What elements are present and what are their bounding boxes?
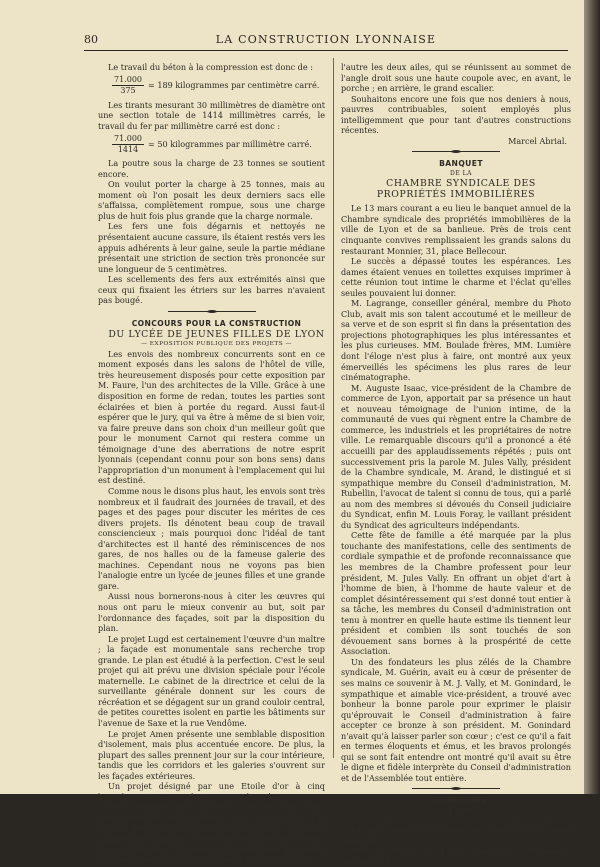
section-subtitle: CONSTRUCTION D'UN LYCÉE DE JEUNES FILLES (JURY) <box>361 816 561 823</box>
header-rule <box>84 50 568 51</box>
paragraph: Le 13 mars courant a eu lieu le banquet annuel de la Chambre syndicale des propriétés immobilières de la ville de Lyon et de sa banlieue. Près de trois cent cinquante convives remplissaient les grands salons du restaurant Monnier, 31, place Bellecour. <box>341 203 571 256</box>
paragraph: Comme nous le disons plus haut, les envois sont très nombreux et il faudrait des journées de travail, et des pages et des pages pour discuter les mérites de ces divers projets. Ils dénotent beau coup de travail consciencieux ; mais pourquoi donc l'idéal de tant d'architectes est il hanté des réminiscences de nos gares, de nos halles ou de la fameuse galerie des machines. Cependant nous ne voyons pas bien l'analogie entre un lycée de jeunes filles et une grande gare. <box>98 485 325 591</box>
section-place: LYON <box>449 806 473 816</box>
section-heading: CONCOURS <box>435 796 487 806</box>
formula-concrete <box>112 74 325 98</box>
fraction-denominator: 375 <box>120 86 136 96</box>
section-title: DU LYCÉE DE JEUNES FILLES DE LYON <box>108 328 325 340</box>
paragraph: Pour terminer, nous parlerons encore d'un projet très curieux et très novateur, c'est celui désigné par l'épigraphe A l'angle. De l'un des angles de l'immense quadrilatère proposé, l'auteur de ce projet fait le cœur de son bâtiment. Tout vient y aboutir. Deux immenses galeries à angle droit parcourent d'une extrémité à <box>98 802 325 866</box>
paragraph: M. Auguste Isaac, vice-président de la Chambre de commerce de Lyon, apportait par sa présence un haut et nouveau témoignage de l'union intime, de la communauté de vues qui règnent entre la Chambre de commerce, les industriels et les propriétaires de notre ville. Le remarquable discours qu'il a prononcé a été accueilli par des applaudissements répétés ; puis ont successivement pris la parole M. Jules Vally, président de la Chambre syndicale, M. Arand, le distingué et si sympathique membre du Conseil d'administration, M. Rubellin, l'avocat de talent si connu de tous, qui a parlé au nom des membres si dévoués du Conseil judiciaire du Syndicat, enfin M. Louis Foray, le vaillant président du Syndicat des agriculteurs indépendants. <box>341 382 571 530</box>
section-separator <box>412 788 500 789</box>
section-heading: CONCOURS POUR LA CONSTRUCTION <box>131 318 302 328</box>
fraction <box>112 75 144 96</box>
paragraph: On voulut porter la charge à 25 tonnes, mais au moment où l'on posait les deux derniers sacs elle s'affaissa, complètement rompue, sous une charge plus de huit fois plus grande que la charge normale. <box>98 179 325 221</box>
paragraph: Les scellements des fers aux extrémités ainsi que ceux qui fixaient les étriers sur les barres n'avaient pas bougé. <box>98 274 325 306</box>
paragraph: Un projet désigné par une Etoile d'or à cinq branches nous a aussi beaucoup intéressé. <box>98 781 325 802</box>
paragraph: Aussi nous bornerons-nous à citer les œuvres qui nous ont paru le mieux convenir au but, soit par l'ordonnance des façades, soit par la disposition du plan. <box>98 591 325 634</box>
formula-steel <box>112 132 325 156</box>
formula-result: = 189 kilogrammes par centimètre carré. <box>148 80 320 91</box>
paragraph: Le projet Amen présente une semblable disposition d'isolement, mais plus accentuée encore. De plus, la plupart des salles prennent jour sur la cour intérieure, tandis que les corridors et les galeries s'ouvrent sur les façades extérieures. <box>98 728 325 781</box>
section-heading: BANQUET <box>439 159 483 169</box>
section-subtitle: — EXPOSITION PUBLIQUE DES PROJETS — <box>141 340 292 347</box>
paragraph: Les envois des nombreux concurrents sont en ce moment exposés dans les salons de l'hôtel de ville, très heureusement disposés pour cette exposition par M. Faure, l'un des architectes de la Ville. Grâce à une disposition en forme de redan, toutes les parties sont éclairées et bien à portée du regard. Aussi faut-il espérer que le jury, qui va être à même de si bien voir, va faire preuve dans son choix d'un meilleur goût que pour le monument Carnot qui restera comme un témoignage d'une des aberrations de notre esprit lyonnais (cependant connu pour son bons sens) dans l'appropriation d'un monument à l'emplacement qui lui est destiné. <box>98 348 325 486</box>
paragraph: Les tirants mesurant 30 millimètres de diamètre ont une section totale de 1414 millimètres carrés, le travail du fer par millimètre carré est donc : <box>98 99 325 131</box>
fraction-numerator: 71.000 <box>114 75 142 85</box>
paragraph: M. Lagrange, conseiller général, membre du Photo Club, avait mis son talent accoutumé et le meilleur de sa verve et de son esprit si fin dans la présentation des projections photographiques les plus intéressantes et les plus curieuses. MM. Boulade frères, MM. Lumière dont l'éloge n'est plus à faire, ont montré aux yeux émerveillés les spécimens les plus rares de leur cinématographe. <box>341 298 571 383</box>
paragraph: Le succès a dépassé toutes les espérances. Les dames étaient venues en toilettes exquises imprimer à cette réunion tout intime le charme et l'éclat qu'elles seules pouvaient lui donner. <box>341 256 571 298</box>
section-title: CHAMBRE SYNDICALE DES PROPRIÉTÉS IMMOBILIÈRES <box>376 178 536 201</box>
journal-title: LA CONSTRUCTION LYONNAISE <box>215 33 437 46</box>
paragraph: Le jury chargé de juger ce concours est ainsi composé : <box>341 824 571 845</box>
section-separator <box>168 311 256 312</box>
paragraph: Souhaitons encore une fois que nos deniers à nous, pauvres contribuables, soient employés plus intelligemment que pour tant d'autres constructions récentes. <box>341 93 571 136</box>
section-separator <box>412 151 500 152</box>
left-column <box>98 62 325 866</box>
fraction-numerator: 71.000 <box>114 133 142 143</box>
section-connector: DE LA <box>450 170 472 178</box>
paragraph: Le projet Lugd est certainement l'œuvre d'un maître ; la façade est monumentale sans recherche trop grande. Le plan est étudié à la perfection. C'est le seul projet qui ait prévu une division spéciale pour l'école maternelle. Le cabinet de la directrice et celui de la surveillante générale donnent sur les cours de récréation et se dégagent sur un grand couloir central, de petites courettes isolent en partie les bâtiments sur l'avenue de Saxe et la rue Vendôme. <box>98 633 325 728</box>
paragraph: Un des fondateurs les plus zélés de la Chambre syndicale, M. Guérin, avait eu à cœur de présenter de ses mains ce souvenir à M. J. Vally, et M. Gonindard, le sympathique et aimable vice-président, a trouvé avec bonheur la bonne parole pour exprimer le plaisir qu'éprouvait le Conseil d'administration à faire accepter ce bronze à son président. M. Gonindard n'avait qu'à laisser parler son cœur ; c'est ce qu'il a fait en termes éloquents et émus, et les bravos prolongés qui se sont fait entendre ont montré qu'il avait su être le digne et fidèle interprète du Conseil d'administration et de l'Assemblée tout entière. <box>341 656 571 783</box>
paragraph: Le travail du béton à la compression est donc de : <box>108 62 313 72</box>
paragraph: MM. le Maire de Lyon, président ; Bellemain, architecte à <box>341 845 571 867</box>
fraction-denominator: 1414 <box>117 144 139 154</box>
fraction <box>112 134 144 155</box>
book-binding-edge <box>584 0 600 794</box>
paragraph: Cette fête de famille a été marquée par la plus touchante des manifestations, celle des sentiments de cordiale sympathie et de profonde reconnaissance que les membres de la Chambre professent pour leur président, M. Jules Vally. En offrant un objet d'art à l'homme de bien, à l'homme de haute valeur et de complet désintéressement qui s'est donné tout entier à sa tâche, les membres du Conseil d'administration ont tenu à montrer en quelle haute estime ils tiennent leur président et combien ils sont touchés de son dévouement sans bornes à la prospérité de cette Association. <box>341 530 571 657</box>
column-divider <box>333 58 334 758</box>
running-header <box>84 33 568 47</box>
paragraph: La poutre sous la charge de 23 tonnes se soutient encore. <box>98 158 325 179</box>
author-signature: Marcel Abrial. <box>508 135 567 146</box>
paragraph: Les fers une fois dégarnis et nettoyés ne présentaient aucune cassure, ils étaient restés vers les appuis adhérents à leur gaine, seule la partie médiane présentait une striction de section très prononcée sur une longueur de 5 centimètres. <box>98 221 325 274</box>
right-column <box>341 62 571 867</box>
paragraph: l'autre les deux ailes, qui se réunissent au sommet de l'angle droit sous une haute coupole avec, en avant, le porche ; en arrière, le grand escalier. <box>341 62 571 94</box>
page-number: 80 <box>84 33 98 46</box>
formula-result: = 50 kilogrammes par millimètre carré. <box>148 138 312 149</box>
